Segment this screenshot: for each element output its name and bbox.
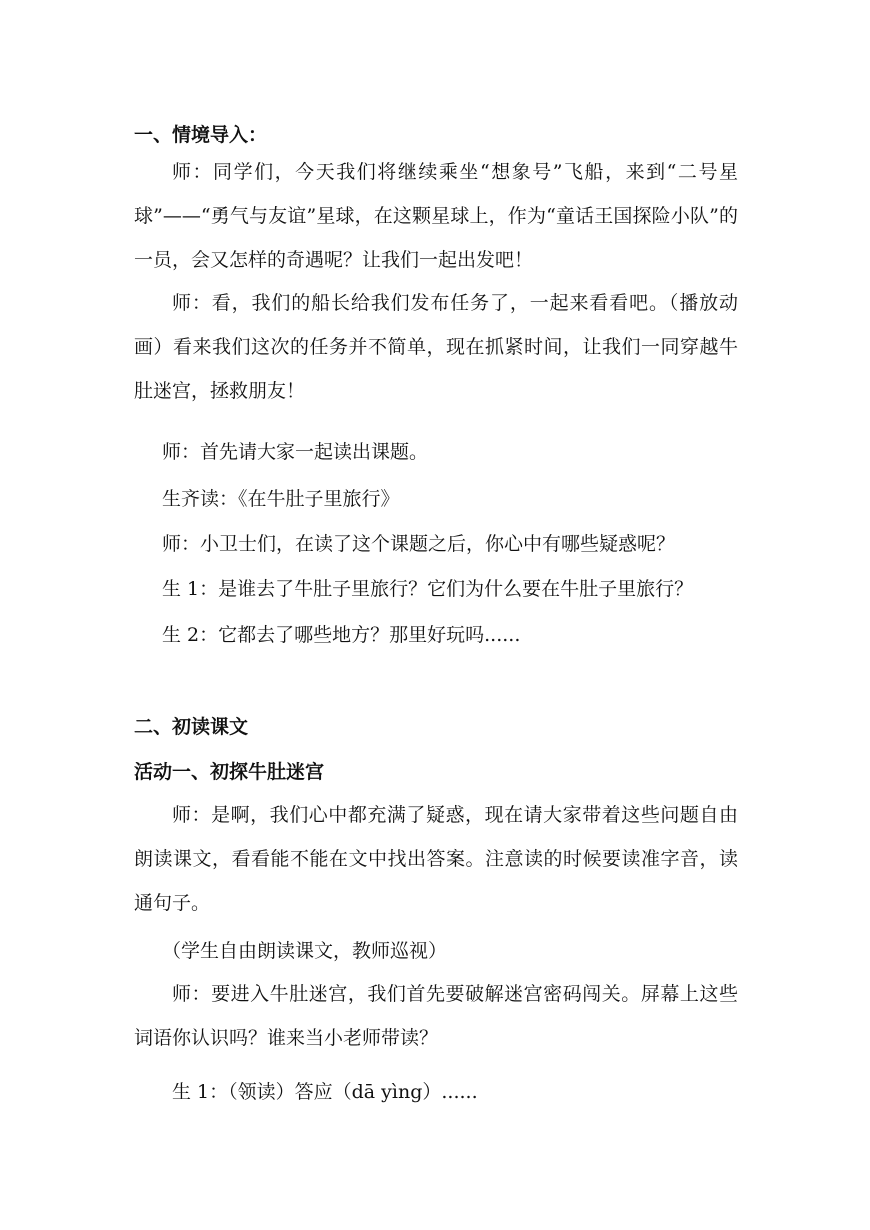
- paragraph-task: 师：看，我们的船长给我们发布任务了，一起来看看吧。（播放动画）看来我们这次的任务并不简单，现在抓紧时间，让我们一同穿越牛肚迷宫，拯救朋友！: [134, 292, 738, 402]
- activity-heading: 活动一、初探牛肚迷宫: [134, 761, 325, 783]
- line-student-lead-reading: 生 1：（领读）答应（dā yìng）......: [172, 1081, 478, 1103]
- line-student-2: 生 2：它都去了哪些地方？那里好玩吗......: [162, 624, 521, 646]
- section-heading-2: 二、初读课文: [134, 716, 249, 738]
- line-stage-note: （学生自由朗读课文，教师巡视）: [162, 940, 448, 962]
- line-read-title: 师：首先请大家一起读出课题。: [162, 441, 429, 463]
- paragraph-maze-code: 师：要进入牛肚迷宫，我们首先要破解迷宫密码闯关。屏幕上这些词语你认识吗？谁来当小老师带读？: [134, 983, 738, 1049]
- line-students-read: 生齐读：《在牛肚子里旅行》: [162, 488, 400, 510]
- line-teacher-question: 师：小卫士们，在读了这个课题之后，你心中有哪些疑惑呢？: [162, 533, 676, 555]
- paragraph-free-reading: 师：是啊，我们心中都充满了疑惑，现在请大家带着这些问题自由朗读课文，看看能不能在文中找出答案。注意读的时候要读准字音，读通句子。: [134, 804, 738, 914]
- section-heading-1: 一、情境导入：: [134, 124, 268, 146]
- paragraph-intro: 师：同学们，今天我们将继续乘坐“想象号”飞船，来到“二号星球”——“勇气与友谊”星球，在这颗星球上，作为“童话王国探险小队”的一员，会又怎样的奇遇呢？让我们一起出发吧！: [134, 161, 738, 271]
- line-student-1: 生 1：是谁去了牛肚子里旅行？它们为什么要在牛肚子里旅行？: [162, 578, 694, 600]
